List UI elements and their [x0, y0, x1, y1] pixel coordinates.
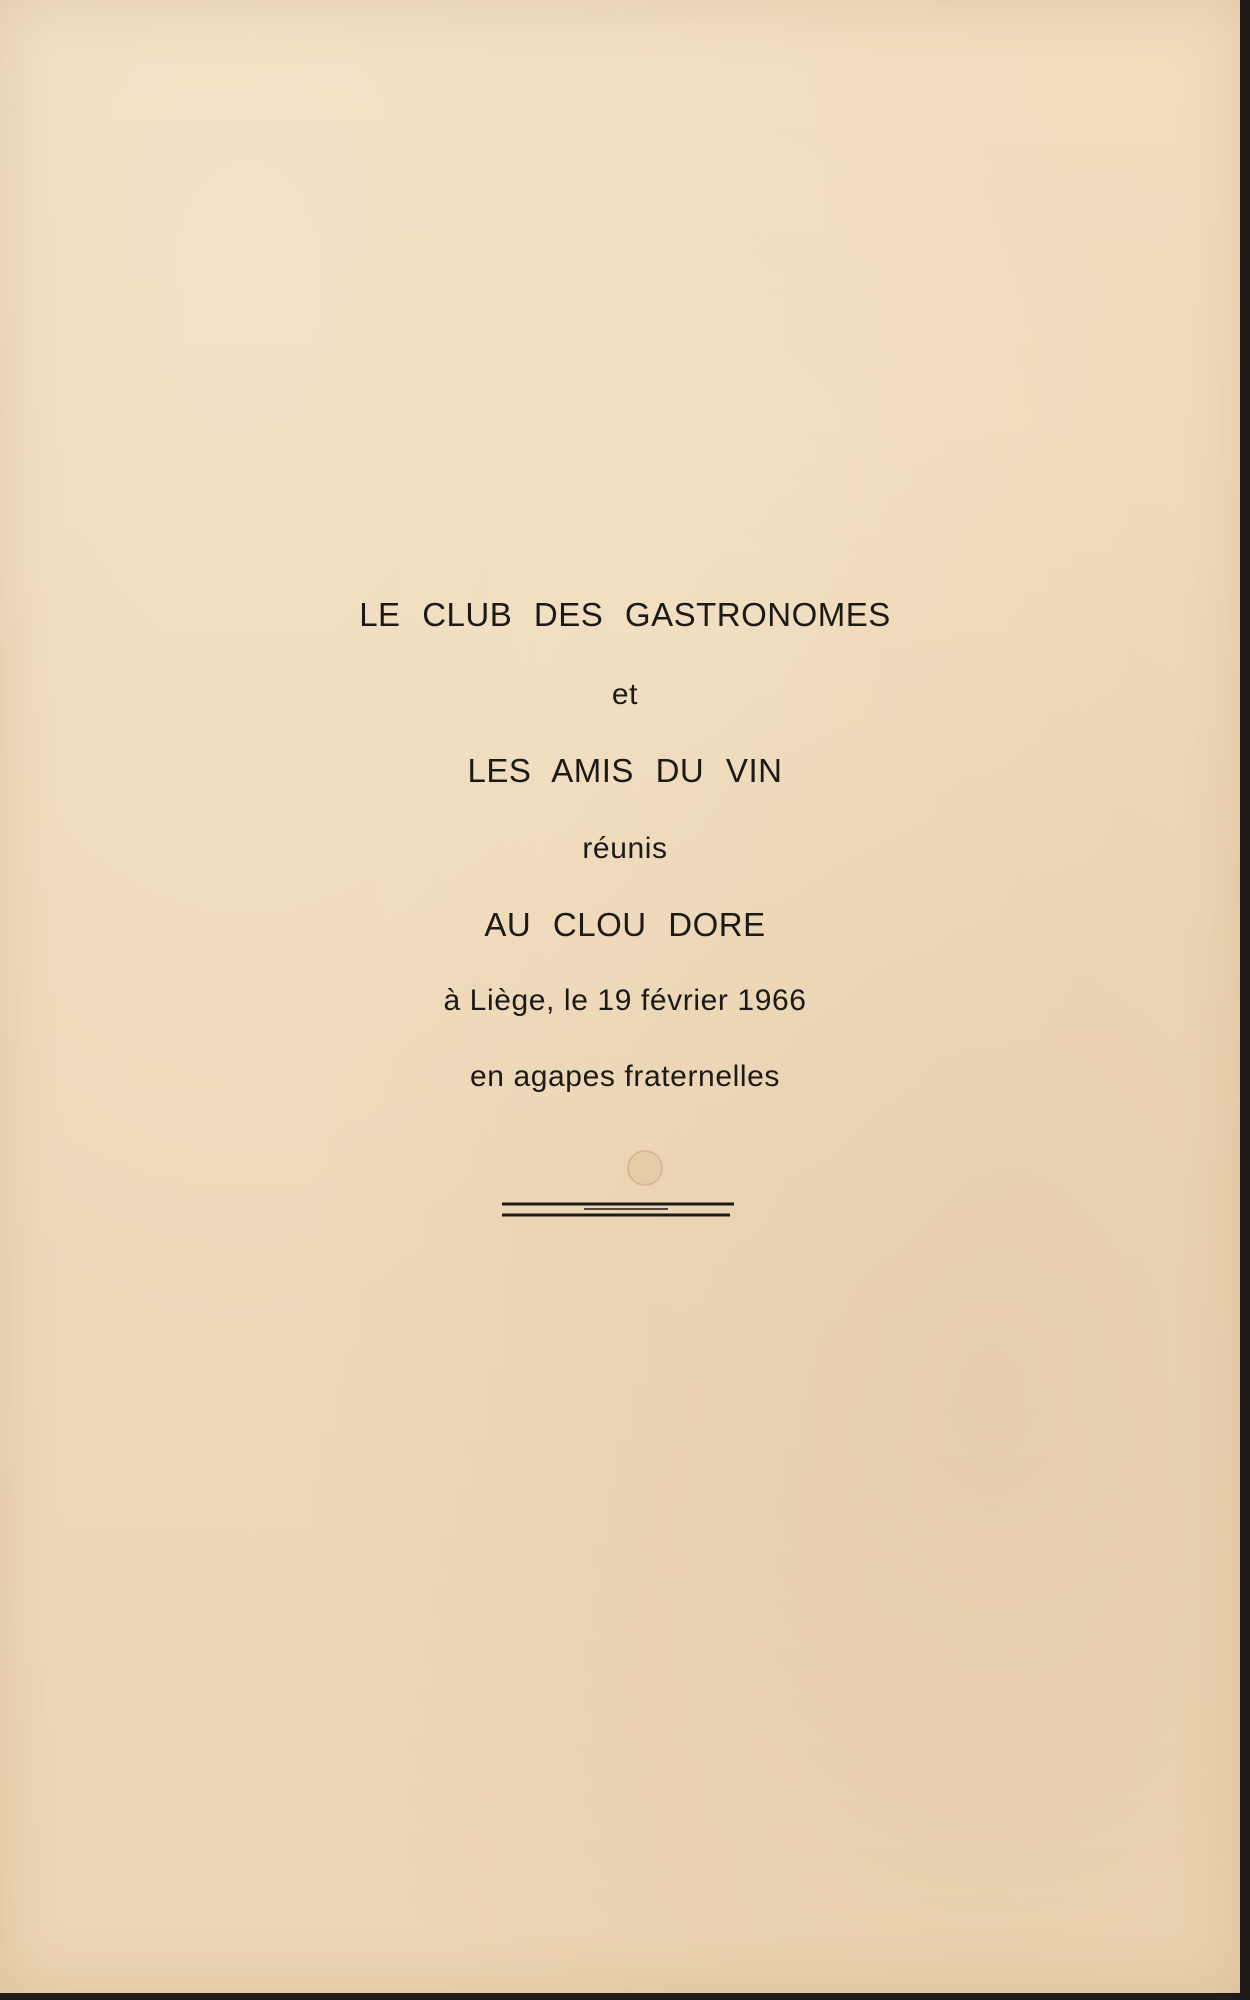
- occasion-text: en agapes fraternelles: [469, 1060, 781, 1093]
- place-and-date: à Liège, le 19 février 1966: [443, 984, 807, 1017]
- gathered-text: réunis: [582, 832, 668, 865]
- scan-border-bottom: [0, 1993, 1250, 2000]
- scan-border-right: [1240, 0, 1250, 2000]
- paper-stain: [627, 1150, 663, 1186]
- venue-name: AU CLOU DORE: [484, 906, 766, 943]
- club-name-heading: LE CLUB DES GASTRONOMES: [359, 596, 891, 633]
- conjunction-text: et: [611, 678, 639, 711]
- double-rule-ornament: [502, 1198, 734, 1222]
- society-name-heading: LES AMIS DU VIN: [467, 752, 783, 789]
